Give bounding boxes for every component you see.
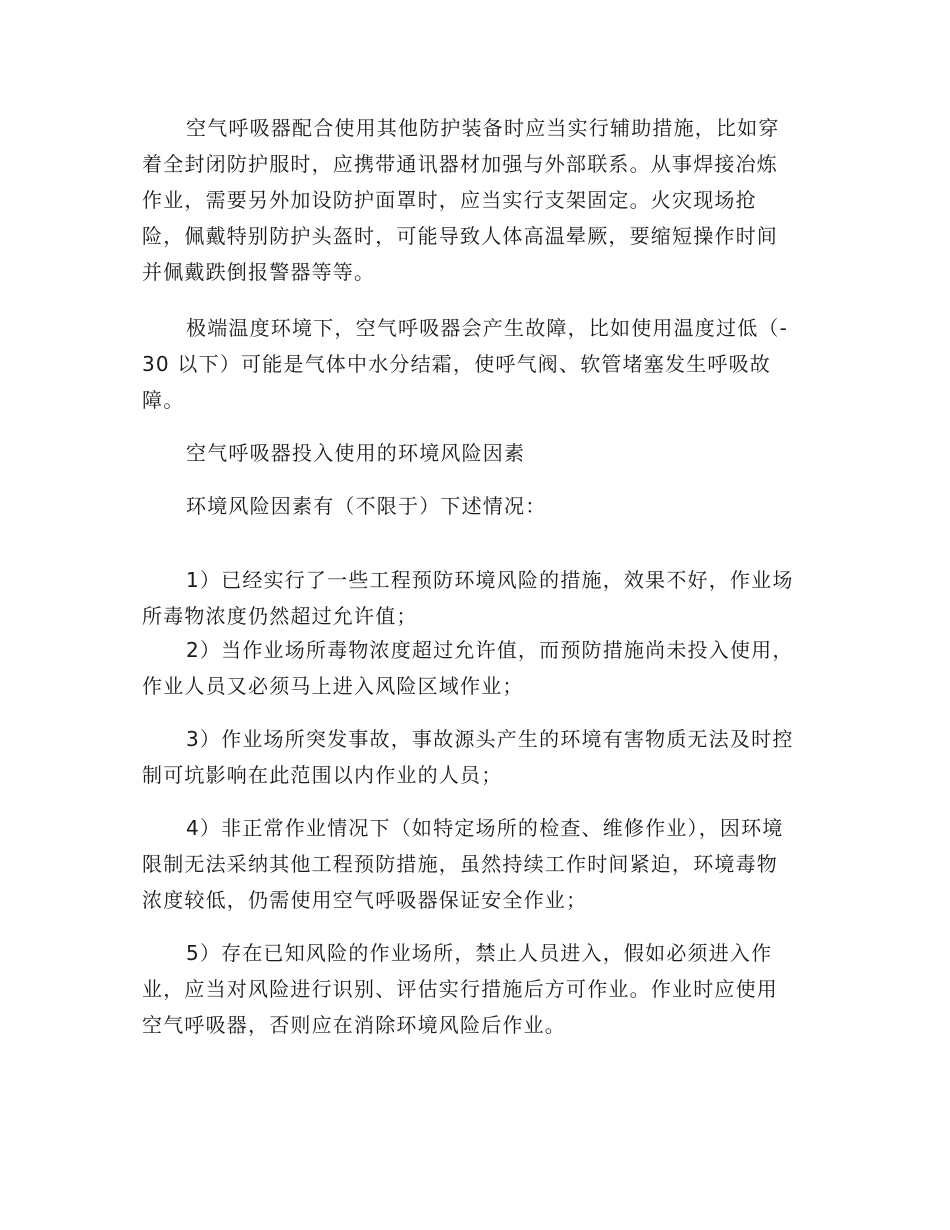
list-item-1 bbox=[142, 562, 808, 634]
paragraph-risk-factors-intro bbox=[142, 488, 808, 524]
text-line: 空气呼吸器，否则应在消除环境风险后作业。 bbox=[142, 1013, 566, 1037]
text-line: 着全封闭防护服时，应携带通讯器材加强与外部联系。从事焊接冶炼 bbox=[142, 152, 778, 176]
text-line: 作业，需要另外加设防护面罩时，应当实行支架固定。火灾现场抢 bbox=[142, 188, 757, 212]
paragraph-extreme-temperature bbox=[142, 310, 808, 418]
list-item-3 bbox=[142, 721, 808, 793]
text-line: 业，应当对风险进行识别、评估实行措施后方可作业。作业时应使用 bbox=[142, 977, 778, 1001]
text-line: 障。 bbox=[142, 388, 185, 412]
section-heading-environmental-risk-factors bbox=[142, 435, 808, 471]
text-line: 极端温度环境下，空气呼吸器会产生故障，比如使用温度过低（- bbox=[186, 316, 789, 340]
text-line: 环境风险因素有（不限于）下述情况： bbox=[186, 494, 547, 518]
text-line: 4）非正常作业情况下（如特定场所的检查、维修作业），因环境 bbox=[186, 816, 784, 840]
text-line: 1）已经实行了一些工程预防环境风险的措施，效果不好，作业场 bbox=[186, 568, 794, 592]
text-line: 空气呼吸器配合使用其他防护装备时应当实行辅助措施，比如穿 bbox=[186, 116, 780, 140]
text-line: 作业人员又必须马上进入风险区域作业； bbox=[142, 674, 524, 698]
list-item-5 bbox=[142, 935, 808, 1043]
text-line: 险，佩戴特别防护头盔时，可能导致人体高温晕厥，要缩短操作时间 bbox=[142, 224, 778, 248]
text-line: 5）存在已知风险的作业场所，禁止人员进入，假如必须进入作 bbox=[186, 941, 773, 965]
text-line: 浓度较低，仍需使用空气呼吸器保证安全作业； bbox=[142, 888, 588, 912]
text-line: 并佩戴跌倒报警器等等。 bbox=[142, 260, 376, 284]
text-line: 2）当作业场所毒物浓度超过允许值，而预防措施尚未投入使用， bbox=[186, 638, 794, 662]
text-line: 30 以下）可能是气体中水分结霜，使呼气阀、软管堵塞发生呼吸故 bbox=[142, 352, 772, 376]
paragraph-breathing-apparatus-auxiliary-measures bbox=[142, 110, 808, 290]
text-line: 空气呼吸器投入使用的环境风险因素 bbox=[186, 441, 526, 465]
text-line: 所毒物浓度仍然超过允许值； bbox=[142, 604, 418, 628]
text-line: 制可坑影响在此范围以内作业的人员； bbox=[142, 763, 503, 787]
text-line: 3）作业场所突发事故，事故源头产生的环境有害物质无法及时控 bbox=[186, 727, 794, 751]
text-line: 限制无法采纳其他工程预防措施，虽然持续工作时间紧迫，环境毒物 bbox=[142, 852, 778, 876]
list-item-4 bbox=[142, 810, 808, 918]
list-item-2 bbox=[142, 632, 808, 704]
